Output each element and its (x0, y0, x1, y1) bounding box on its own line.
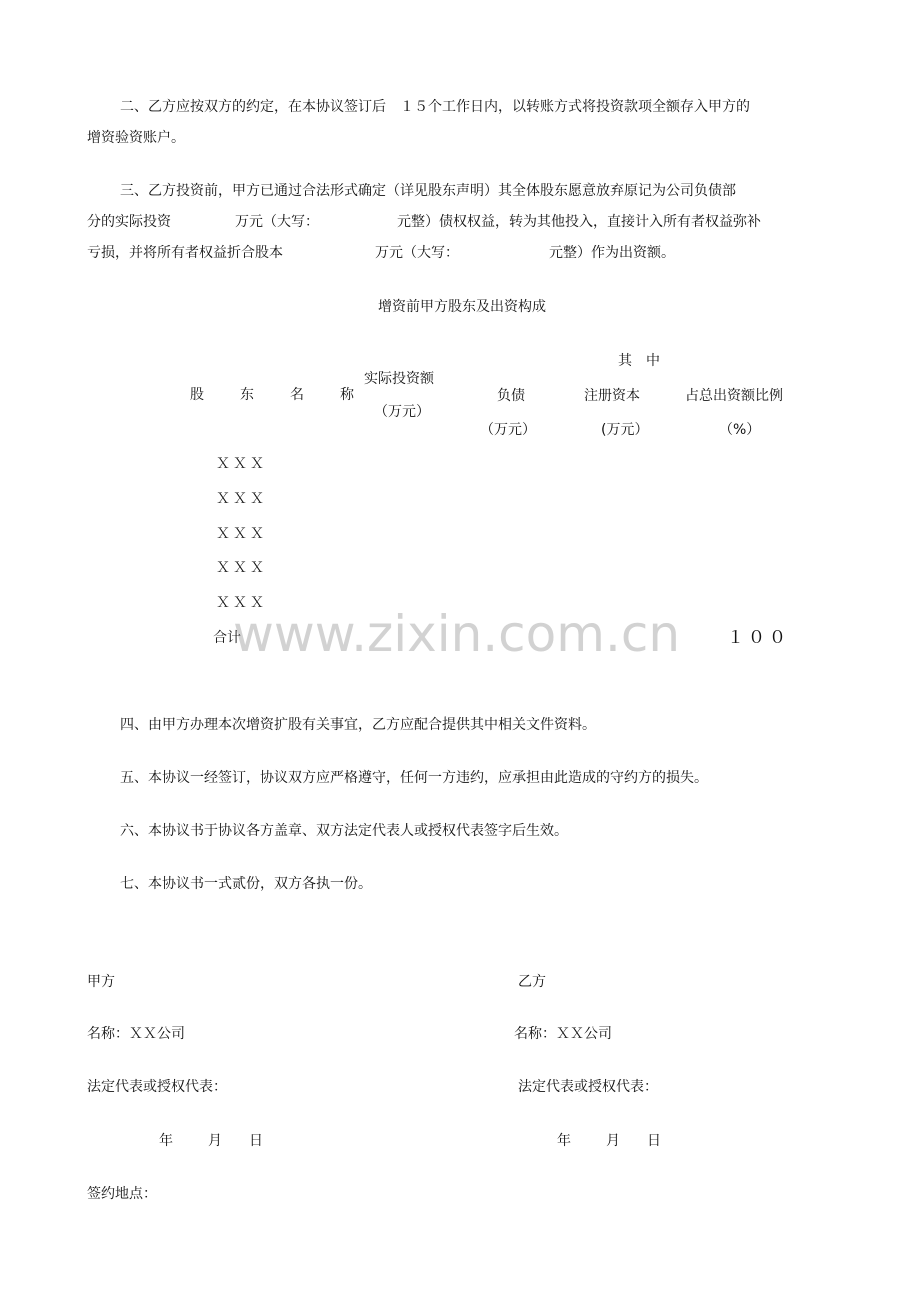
header-actual-investment: 实际投资额 (364, 371, 434, 387)
party-a-date-day: 日 (249, 1133, 263, 1149)
party-b-label: 乙方 (518, 974, 546, 990)
header-debt-unit: （万元） (480, 422, 536, 438)
table-row-name: ＸＸＸ (216, 526, 267, 542)
party-b-date-day: 日 (647, 1133, 661, 1149)
signing-place: 签约地点： (87, 1186, 157, 1202)
party-b-date-month: 月 (606, 1133, 620, 1149)
clause-3 (87, 176, 827, 269)
party-a-date-year: 年 (159, 1133, 173, 1149)
header-actual-investment-unit: （万元） (374, 404, 430, 420)
table-total-ratio: １００ (727, 628, 790, 648)
clause-6: 六、本协议书于协议各方盖章、双方法定代表人或授权代表签字后生效。 (120, 823, 568, 839)
header-ratio: 占总出资额比例 (685, 388, 783, 404)
clause-3-line-2-part-c: 元整）债权权益，转为其他投入，直接计入所有者权益弥补 (397, 214, 761, 230)
clause-3-line-2-part-a: 分的实际投资 (87, 214, 171, 230)
party-a-label: 甲方 (87, 974, 115, 990)
clause-2-line-1: 二、乙方应按双方的约定，在本协议签订后 １５个工作日内，以转账方式将投资款项全额存入甲方的 (120, 99, 750, 115)
clause-3-line-3 (87, 238, 827, 269)
clause-5: 五、本协议一经签订，协议双方应严格遵守，任何一方违约，应承担由此造成的守约方的损失。 (120, 770, 708, 786)
table-total-label: 合计 (213, 630, 241, 646)
party-a-representative: 法定代表或授权代表： (87, 1079, 227, 1095)
header-registered-capital-unit: (万元） (601, 422, 649, 438)
clause-3-line-2 (87, 207, 827, 238)
clause-2-line-2: 增资验资账户。 (87, 130, 185, 146)
header-qizhong: 其 中 (618, 353, 660, 369)
clause-2 (87, 92, 827, 154)
header-registered-capital: 注册资本 (584, 388, 640, 404)
clause-7: 七、本协议书一式贰份，双方各执一份。 (120, 876, 372, 892)
header-debt: 负债 (497, 388, 525, 404)
clause-3-line-3-part-a: 亏损，并将所有者权益折合股本 (87, 245, 283, 261)
header-shareholder-name: 股 东 名 称 (190, 387, 365, 403)
clause-4: 四、由甲方办理本次增资扩股有关事宜，乙方应配合提供其中相关文件资料。 (120, 717, 596, 733)
clause-3-line-3-part-c: 元整）作为出资额。 (549, 245, 675, 261)
table-row-name: ＸＸＸ (216, 491, 267, 507)
watermark: www.zixin.com.cn (233, 605, 681, 663)
party-b-representative: 法定代表或授权代表： (518, 1079, 658, 1095)
table-row-name: ＸＸＸ (216, 560, 267, 576)
header-ratio-unit: （%） (719, 422, 761, 438)
clause-3-line-2-part-b: 万元（大写： (235, 214, 319, 230)
party-b-date-year: 年 (557, 1133, 571, 1149)
table-row-name: ＸＸＸ (216, 595, 267, 611)
party-a-name: 名称：ＸＸ公司 (87, 1026, 185, 1042)
clause-3-line-1: 三、乙方投资前，甲方已通过合法形式确定（详见股东声明）其全体股东愿意放弃原记为公司负债部 (120, 183, 736, 199)
table-row-name: ＸＸＸ (216, 456, 267, 472)
party-a-date-month: 月 (208, 1133, 222, 1149)
party-b-name: 名称：ＸＸ公司 (514, 1026, 612, 1042)
table-caption: 增资前甲方股东及出资构成 (378, 299, 546, 315)
clause-3-line-3-part-b: 万元（大写： (375, 245, 459, 261)
